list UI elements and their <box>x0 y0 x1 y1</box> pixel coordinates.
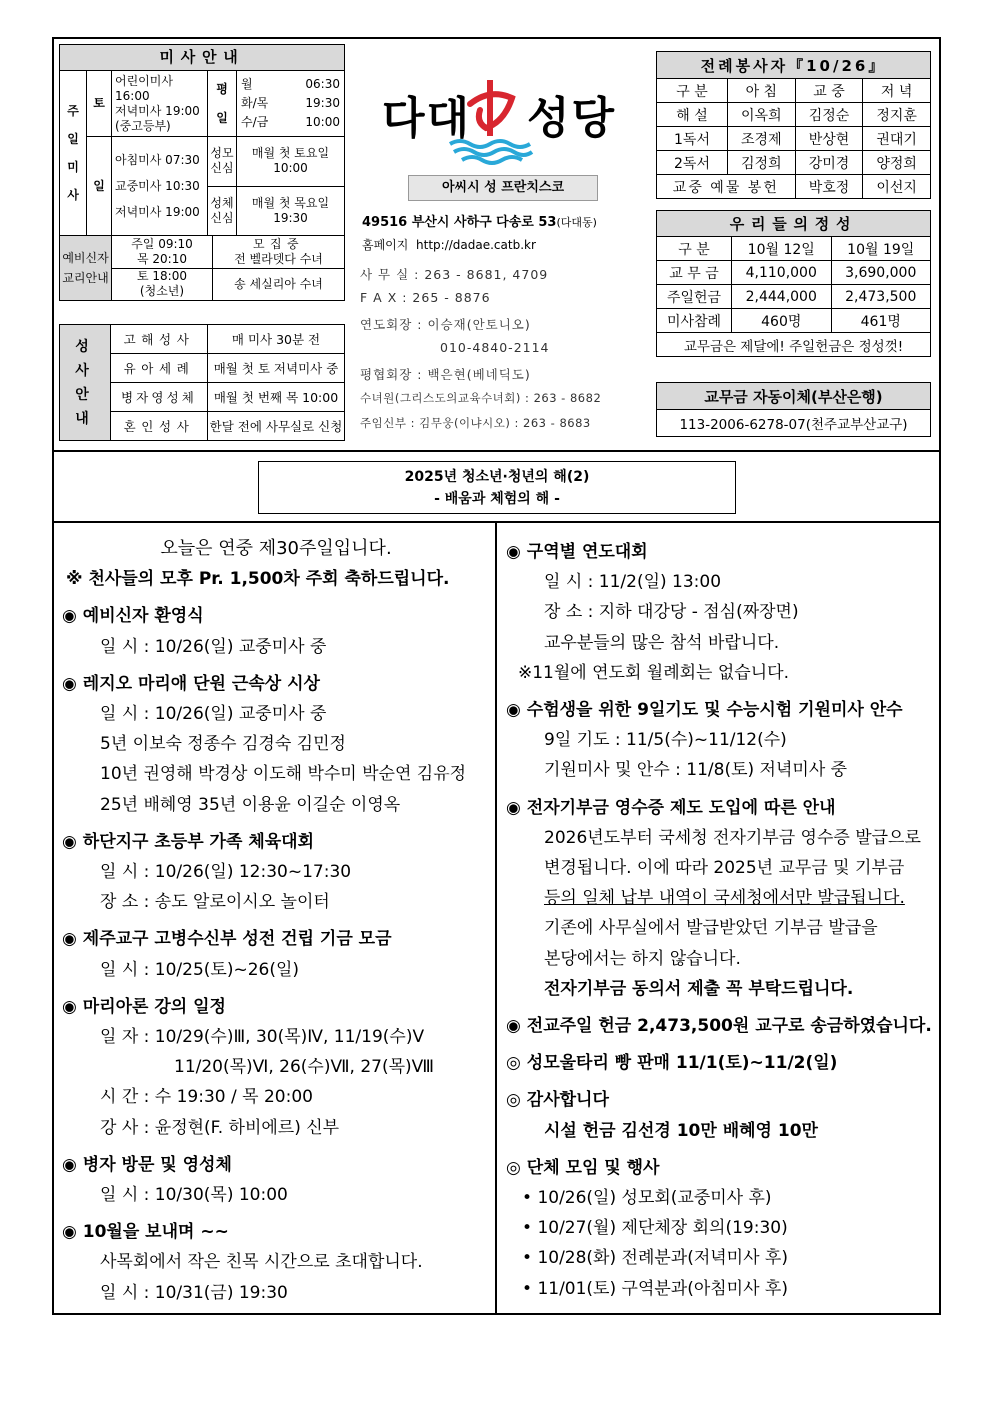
holy-hour-label: 성모신심 <box>208 137 237 186</box>
news-text: 병자 방문 및 영성체 <box>82 1154 232 1175</box>
theme-title: 2025년 청소년·청년의 해(2) <box>404 469 590 485</box>
news-text: 하단지구 초등부 가족 체육대회 <box>82 831 315 852</box>
sacrament-name: 고해성사 <box>111 325 208 354</box>
news-detail <box>506 725 934 755</box>
news-detail <box>506 823 934 853</box>
news-detail <box>62 1022 490 1052</box>
news-text: 감사합니다 <box>526 1090 609 1111</box>
offering-value: 4,110,000 <box>732 261 832 285</box>
offering-value: 460명 <box>732 309 832 333</box>
news-detail <box>62 699 490 729</box>
news-detail <box>506 1116 934 1146</box>
sacrament-name: 병자영성체 <box>111 383 208 412</box>
news-text: 10/26(일) 성모회(교중미사 후) <box>537 1188 772 1209</box>
news-text: 장 소 : 송도 알로이시오 놀이터 <box>100 892 330 913</box>
offering-header-cell: 10월 12일 <box>732 237 832 261</box>
news-text: 수험생을 위한 9일기도 및 수능시험 기원미사 안수 <box>526 700 903 721</box>
offering-name: 박호정 <box>795 175 863 199</box>
news-heading <box>62 827 490 857</box>
event-list-item <box>506 1213 934 1243</box>
saturday-masses: 어린이미사 16:00 저녁미사 19:00 (중고등부) <box>112 71 208 137</box>
news-detail <box>506 853 934 883</box>
sacraments-table <box>59 324 345 441</box>
sacrament-name: 혼인성사 <box>111 412 208 441</box>
double-circle-icon: ◎ <box>506 1090 527 1111</box>
sacred-heart-label: 성체신심 <box>208 186 237 235</box>
news-detail <box>506 883 934 913</box>
news-detail <box>62 1180 490 1210</box>
sunday-mass-label: 주일미사 <box>60 71 87 236</box>
weekday-label: 평 일 <box>208 71 237 137</box>
news-heading <box>506 537 934 567</box>
event-list-item <box>506 1183 934 1213</box>
sacrament-value: 매월 첫 토 저녁미사 중 <box>208 354 345 383</box>
news-text: 일 시 : 10/26(일) 교중미사 중 <box>100 704 327 725</box>
news-heading <box>506 1085 934 1115</box>
news-text: 일 시 : 10/30(목) 10:00 <box>100 1185 288 1206</box>
news-detail <box>62 955 490 985</box>
patron-saint-label: 아씨시 성 프란치스코 <box>408 175 598 201</box>
news-detail <box>62 1082 490 1112</box>
news-text: 일 시 : 11/2(일) 13:00 <box>544 572 722 593</box>
news-text: 레지오 마리애 단원 근속상 시상 <box>82 673 320 694</box>
news-text: 구역별 연도대회 <box>526 542 648 562</box>
offering-label: 교중 예물 봉헌 <box>657 175 796 199</box>
offerings-title: 우리들의정성 <box>657 211 931 237</box>
catechumen-label: 예비신자 교리안내 <box>60 236 112 301</box>
bullet-circle-icon: ◉ <box>506 542 527 562</box>
column-divider <box>495 521 497 1315</box>
news-detail <box>506 628 934 658</box>
liturgy-name: 정지훈 <box>863 103 931 127</box>
event-list-item <box>506 1243 934 1273</box>
catechumen-teacher-1: 모집중 전 벨라뎃다 수녀 <box>213 236 345 268</box>
news-text: 9일 기도 : 11/5(수)~11/12(수) <box>544 730 787 751</box>
news-detail <box>62 1113 490 1143</box>
liturgy-name: 강미경 <box>795 151 863 175</box>
fax-number: F A X : 265 - 8876 <box>360 290 491 305</box>
offering-value: 461명 <box>831 309 931 333</box>
news-heading <box>62 601 490 631</box>
convent-phone: 수녀원(그리스도의교육수녀회) : 263 - 8682 <box>360 391 602 405</box>
news-text: 성모울타리 빵 판매 11/1(토)~11/2(일) <box>526 1053 838 1074</box>
liturgy-role: 해 설 <box>657 103 728 127</box>
news-text: 기원미사 및 안수 : 11/8(토) 저녁미사 중 <box>544 760 848 781</box>
news-detail <box>506 597 934 627</box>
devotion-cells <box>208 137 345 236</box>
news-text: 단체 모임 및 행사 <box>526 1157 660 1178</box>
sacred-heart-value: 매월 첫 목요일 19:30 <box>237 186 345 235</box>
news-note <box>506 658 934 688</box>
news-detail <box>62 1052 490 1082</box>
liturgy-header-cell: 저 녁 <box>863 79 931 103</box>
news-text: 등의 일체 납부 내역이 국세청에서만 발급됩니다. <box>544 888 905 909</box>
news-heading <box>506 1153 934 1183</box>
news-detail <box>62 632 490 662</box>
news-text: 마리아론 강의 일정 <box>82 996 226 1017</box>
news-text: 오늘은 연중 제30주일입니다. <box>160 538 392 559</box>
liturgy-name: 조경제 <box>728 127 796 151</box>
news-text: 장 소 : 지하 대강당 - 점심(짜장면) <box>544 602 799 623</box>
news-detail <box>62 759 490 789</box>
news-heading <box>62 924 490 954</box>
news-text: 시 간 : 수 19:30 / 목 20:00 <box>100 1087 313 1108</box>
liturgy-name: 김정희 <box>728 151 796 175</box>
news-detail <box>506 944 934 974</box>
news-text: 10/28(화) 전례분과(저녁미사 후) <box>537 1248 788 1269</box>
mass-info-table <box>59 44 345 301</box>
news-text: 강 사 : 윤정현(F. 하비에르) 신부 <box>100 1117 340 1138</box>
liturgy-header-cell: 교 중 <box>795 79 863 103</box>
sacrament-value: 매 미사 30분 전 <box>208 325 345 354</box>
mass-info-title: 미사안내 <box>60 45 345 71</box>
theme-subtitle: - 배움과 체험의 해 - <box>434 491 560 507</box>
liturgy-header-cell: 아 침 <box>728 79 796 103</box>
double-circle-icon: ◎ <box>506 1157 527 1178</box>
bullet-circle-icon: ◉ <box>62 831 83 852</box>
event-list-item <box>506 1274 934 1304</box>
news-text: ※11월에 연도회 월례회는 없습니다. <box>518 662 789 683</box>
sunday-masses: 아침미사 07:30 교중미사 10:30 저녁미사 19:00 <box>112 137 208 236</box>
news-text: 제주교구 고병수신부 성전 건립 기금 모금 <box>82 929 392 950</box>
news-text: 일 시 : 10/26(일) 교중미사 중 <box>100 636 327 657</box>
offerings-table <box>656 210 931 357</box>
offering-header-cell: 구 분 <box>657 237 732 261</box>
auto-transfer-account: 113-2006-6278-07(천주교부산교구) <box>657 410 931 437</box>
auto-transfer-title: 교무금 자동이체(부산은행) <box>657 383 931 410</box>
auto-transfer-table <box>656 382 931 437</box>
offering-value: 3,690,000 <box>831 261 931 285</box>
offering-row-label: 미사참례 <box>657 309 732 333</box>
sacrament-name: 유아세례 <box>111 354 208 383</box>
news-intro <box>62 534 490 564</box>
bullet-circle-icon: ◉ <box>62 606 83 627</box>
news-announcement <box>62 564 490 594</box>
bullet-dot-icon: • <box>522 1248 538 1269</box>
news-heading <box>506 1011 934 1041</box>
news-text: 11/20(목)Ⅵ, 26(수)Ⅶ, 27(목)Ⅷ <box>174 1057 435 1078</box>
news-text: 시설 헌금 김선경 10만 배혜영 10만 <box>544 1120 818 1141</box>
liturgy-name: 반상현 <box>795 127 863 151</box>
news-text: 10/27(월) 제단체장 회의(19:30) <box>537 1218 788 1239</box>
theme-box <box>258 461 736 514</box>
offering-row-label: 주일헌금 <box>657 285 732 309</box>
news-heading <box>62 669 490 699</box>
bullet-dot-icon: • <box>522 1278 538 1299</box>
news-detail <box>62 1278 490 1308</box>
offering-value: 2,473,500 <box>831 285 931 309</box>
weekday-masses: 월 06:30 화/목 19:30 수/금 10:00 <box>237 71 345 137</box>
double-circle-icon: ◎ <box>506 1053 527 1074</box>
catechumen-teacher-2: 송 세실리아 수녀 <box>213 268 345 300</box>
bullet-circle-icon: ◉ <box>62 1154 83 1175</box>
news-text: 본당에서는 하지 않습니다. <box>544 948 741 969</box>
liturgy-header-cell: 구 분 <box>657 79 728 103</box>
catechumen-times: 주일 09:10 목 20:10 <box>112 236 213 268</box>
news-text: 11/01(토) 구역분과(아침미사 후) <box>537 1278 788 1299</box>
liturgy-role: 1독서 <box>657 127 728 151</box>
news-text: ※ 천사들의 모후 Pr. 1,500차 주회 축하드립니다. <box>66 569 450 590</box>
memorial-president-phone: 010-4840-2114 <box>440 340 550 355</box>
news-text: 전교주일 헌금 2,473,500원 교구로 송금하였습니다. <box>526 1016 932 1037</box>
news-text: 일 시 : 10/26(일) 12:30~17:30 <box>100 862 352 883</box>
liturgy-name: 이옥희 <box>728 103 796 127</box>
liturgy-name: 권대기 <box>863 127 931 151</box>
office-phone: 사 무 실 : 263 - 8681, 4709 <box>360 267 549 282</box>
news-text: 5년 이보숙 정종수 김경숙 김민정 <box>100 734 346 755</box>
liturgy-servers-title: 전례봉사자『10/26』 <box>657 52 931 79</box>
sacraments-label: 성사안내 <box>60 325 111 441</box>
news-detail <box>62 729 490 759</box>
catechumen-youth-time: 토 18:00 (청소년) <box>112 268 213 300</box>
offering-value: 2,444,000 <box>732 285 832 309</box>
homepage: 홈페이지 http://dadae.catb.kr <box>362 238 536 252</box>
news-text: 일 자 : 10/29(수)Ⅲ, 30(목)Ⅳ, 11/19(수)Ⅴ <box>100 1027 425 1048</box>
news-detail <box>506 567 934 597</box>
bullet-circle-icon: ◉ <box>62 996 83 1017</box>
news-detail <box>62 887 490 917</box>
pastor-info: 주임신부 : 김무웅(이냐시오) : 263 - 8683 <box>360 416 591 430</box>
news-detail <box>506 913 934 943</box>
news-text: 10년 권영해 박경상 이도해 박수미 박순연 김유정 <box>100 764 467 785</box>
liturgy-servers-table <box>656 51 931 199</box>
news-text: 예비신자 환영식 <box>82 606 204 627</box>
news-detail <box>62 1247 490 1277</box>
address: 49516 부산시 사하구 다송로 53(다대동) <box>362 215 597 230</box>
news-text: 기존에 사무실에서 발급받았던 기부금 발급을 <box>544 918 878 939</box>
bullet-circle-icon: ◉ <box>506 797 527 818</box>
news-text: 전자기부금 동의서 제출 꼭 부탁드립니다. <box>544 978 854 999</box>
bullet-dot-icon: • <box>522 1218 538 1239</box>
news-text: 일 시 : 10/31(금) 19:30 <box>100 1282 288 1303</box>
news-heading <box>506 1048 934 1078</box>
news-text: 전자기부금 영수증 제도 도입에 따른 안내 <box>526 797 836 818</box>
sacrament-value: 한달 전에 사무실로 신청 <box>208 412 345 441</box>
news-heading <box>506 793 934 823</box>
news-detail <box>62 857 490 887</box>
memorial-president: 연도회장 : 이승재(안토니오) <box>360 317 531 332</box>
sunday-label: 일 <box>87 137 112 236</box>
bullet-circle-icon: ◉ <box>506 1016 527 1037</box>
saturday-label: 토 <box>87 71 112 137</box>
news-text: 10월을 보내며 ~~ <box>82 1222 229 1243</box>
catechumen-schedule <box>112 236 345 301</box>
news-heading <box>62 1217 490 1247</box>
offering-header-cell: 10월 19일 <box>831 237 931 261</box>
news-text: 변경됩니다. 이에 따라 2025년 교무금 및 기부금 <box>544 858 905 879</box>
bullet-circle-icon: ◉ <box>62 1222 83 1243</box>
left-news-column <box>62 534 490 1308</box>
liturgy-role: 2독서 <box>657 151 728 175</box>
news-text: 교우분들의 많은 참석 바랍니다. <box>544 632 780 653</box>
news-detail <box>506 974 934 1004</box>
offering-note: 교무금은 제달에! 주일헌금은 정성껏! <box>657 333 931 357</box>
liturgy-name: 양정희 <box>863 151 931 175</box>
church-logo-icon <box>446 74 536 166</box>
bullet-dot-icon: • <box>522 1188 538 1209</box>
news-text: 25년 배혜영 35년 이용윤 이길순 이영옥 <box>100 794 401 815</box>
offering-row-label: 교 무 금 <box>657 261 732 285</box>
liturgy-name: 김정순 <box>795 103 863 127</box>
news-heading <box>506 695 934 725</box>
right-news-column <box>506 530 934 1304</box>
sacrament-value: 매월 첫 번째 목 10:00 <box>208 383 345 412</box>
council-president: 평협회장 : 백은현(베네딕도) <box>360 367 531 382</box>
news-detail <box>62 790 490 820</box>
news-heading <box>62 992 490 1022</box>
bullet-circle-icon: ◉ <box>506 700 527 721</box>
news-text: 일 시 : 10/25(토)~26(일) <box>100 959 300 980</box>
bullet-circle-icon: ◉ <box>62 673 83 694</box>
news-text: 사목회에서 작은 친목 시간으로 초대합니다. <box>100 1252 423 1273</box>
news-heading <box>62 1150 490 1180</box>
bullet-circle-icon: ◉ <box>62 929 83 950</box>
offering-name: 이선지 <box>863 175 931 199</box>
news-detail <box>506 755 934 785</box>
holy-hour-value: 매월 첫 토요일 10:00 <box>237 137 345 186</box>
news-text: 2026년도부터 국세청 전자기부금 영수증 발급으로 <box>544 827 921 848</box>
church-name: 다대 성당 <box>382 93 617 144</box>
